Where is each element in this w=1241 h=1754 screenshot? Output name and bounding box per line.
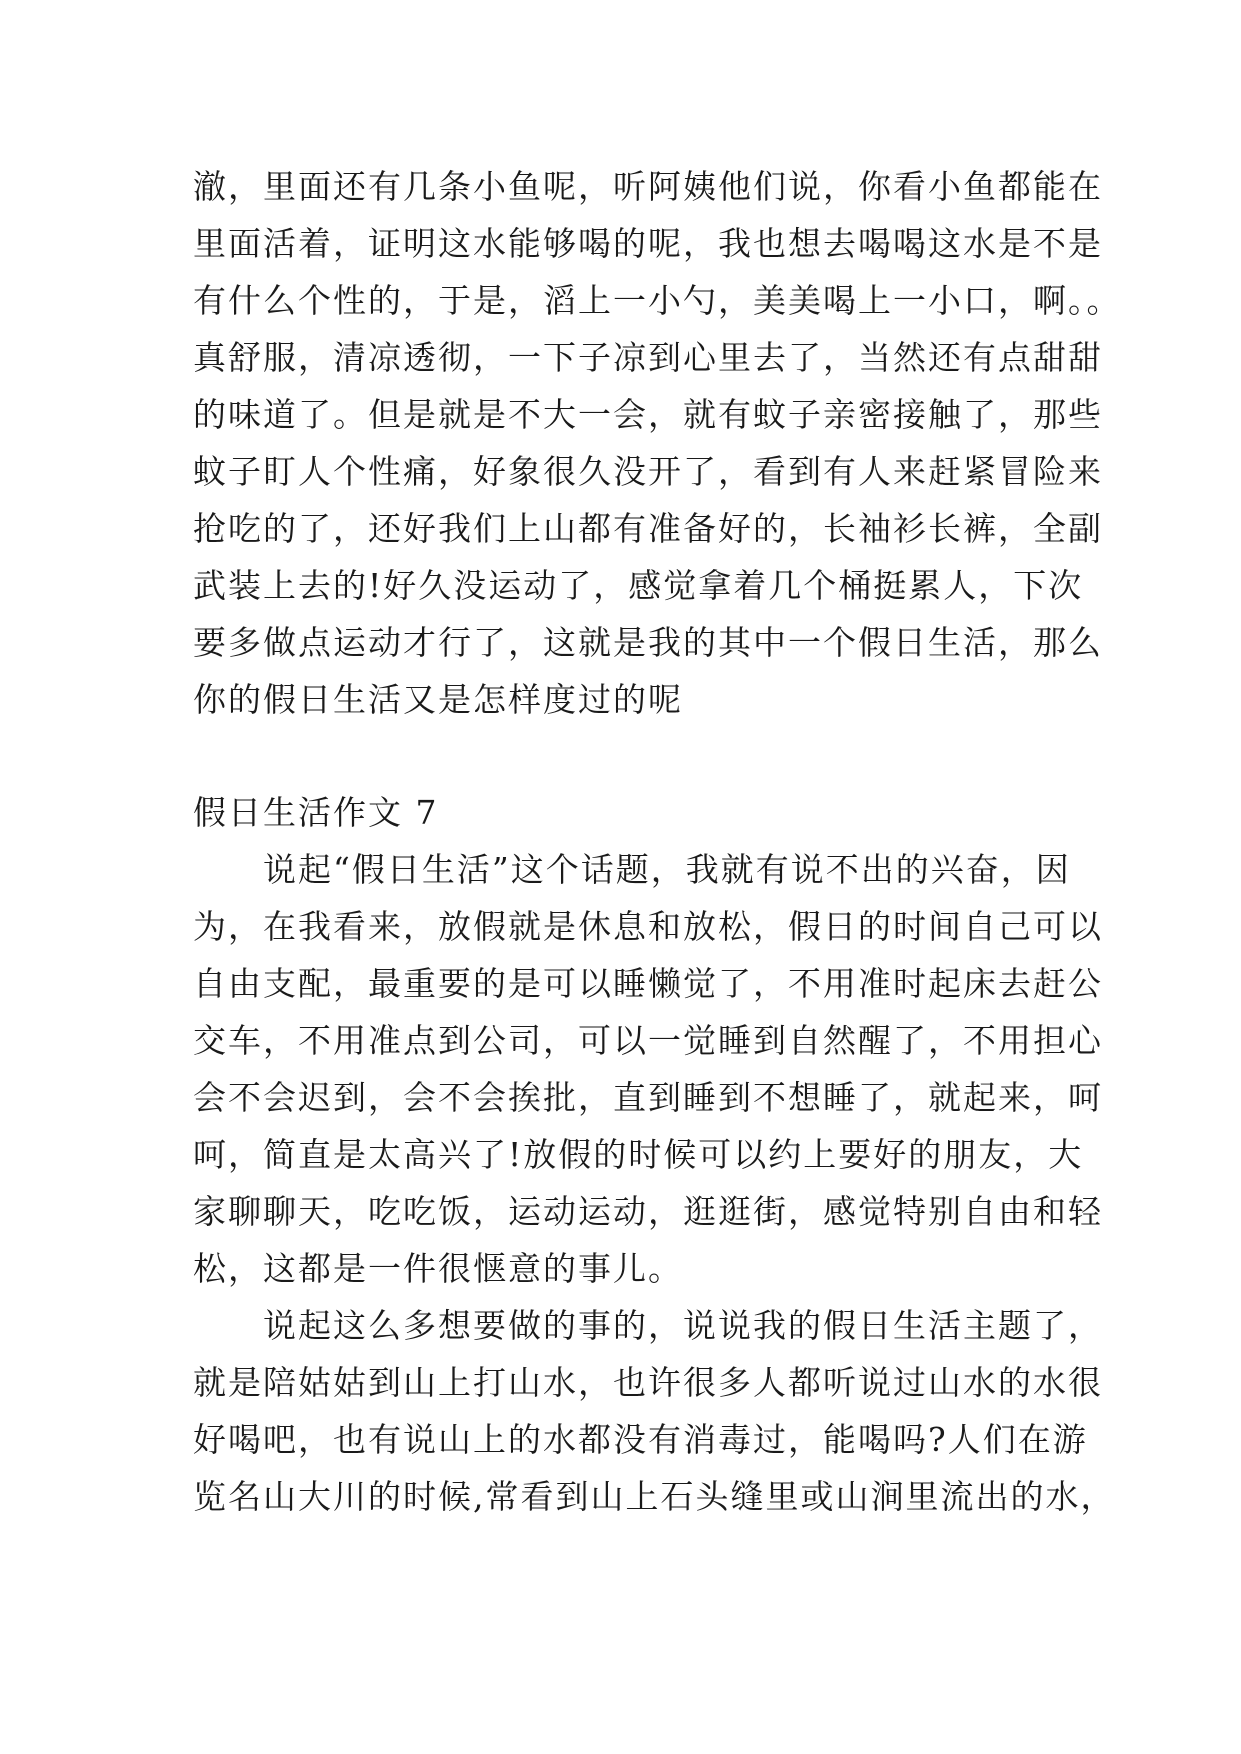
text-line: 交车，不用准点到公司，可以一觉睡到自然醒了，不用担心 [193, 1021, 1103, 1060]
document-body [193, 158, 1122, 1525]
text-line: 说起“假日生活”这个话题，我就有说不出的兴奋，因 [193, 850, 1071, 889]
text-line: 真舒服，清凉透彻，一下子凉到心里去了，当然还有点甜甜 [193, 338, 1103, 377]
paragraph-2 [193, 1297, 1116, 1525]
text-line: 自由支配，最重要的是可以睡懒觉了，不用准时起床去赶公 [193, 964, 1103, 1003]
text-line: 你的假日生活又是怎样度过的呢 [193, 680, 683, 719]
continued-paragraph [193, 158, 1122, 728]
text-line: 要多做点运动才行了，这就是我的其中一个假日生活，那么 [193, 623, 1103, 662]
section-title: 假日生活作文 7 [193, 793, 439, 832]
text-line: 好喝吧，也有说山上的水都没有消毒过，能喝吗?人们在游 [193, 1420, 1088, 1459]
text-line: 有什么个性的，于是，滔上一小勺，美美喝上一小口，啊。。 [193, 281, 1122, 320]
text-line: 呵，简直是太高兴了!放假的时候可以约上要好的朋友，大 [193, 1135, 1084, 1174]
text-line: 里面活着，证明这水能够喝的呢，我也想去喝喝这水是不是 [193, 224, 1103, 263]
text-line: 松，这都是一件很惬意的事儿。 [193, 1249, 683, 1288]
text-line: 会不会迟到，会不会挨批，直到睡到不想睡了，就起来，呵 [193, 1078, 1103, 1117]
text-line: 武装上去的!好久没运动了，感觉拿着几个桶挺累人，下次 [193, 566, 1084, 605]
text-line: 抢吃的了，还好我们上山都有准备好的，长袖衫长裤，全副 [193, 509, 1103, 548]
paragraph-1 [193, 841, 1103, 1297]
text-line: 为，在我看来，放假就是休息和放松，假日的时间自己可以 [193, 907, 1103, 946]
text-line: 澈，里面还有几条小鱼呢，听阿姨他们说，你看小鱼都能在 [193, 167, 1103, 206]
text-line: 就是陪姑姑到山上打山水，也许很多人都听说过山水的水很 [193, 1363, 1103, 1402]
text-line: 蚊子盯人个性痛，好象很久没开了，看到有人来赶紧冒险来 [193, 452, 1103, 491]
text-line: 家聊聊天，吃吃饭，运动运动，逛逛街，感觉特别自由和轻 [193, 1192, 1103, 1231]
text-line: 的味道了。但是就是不大一会，就有蚊子亲密接触了，那些 [193, 395, 1103, 434]
text-line: 览名山大川的时候,常看到山上石头缝里或山涧里流出的水， [193, 1477, 1116, 1516]
section-gap [193, 728, 1053, 784]
text-line: 说起这么多想要做的事的，说说我的假日生活主题了， [193, 1306, 1103, 1345]
